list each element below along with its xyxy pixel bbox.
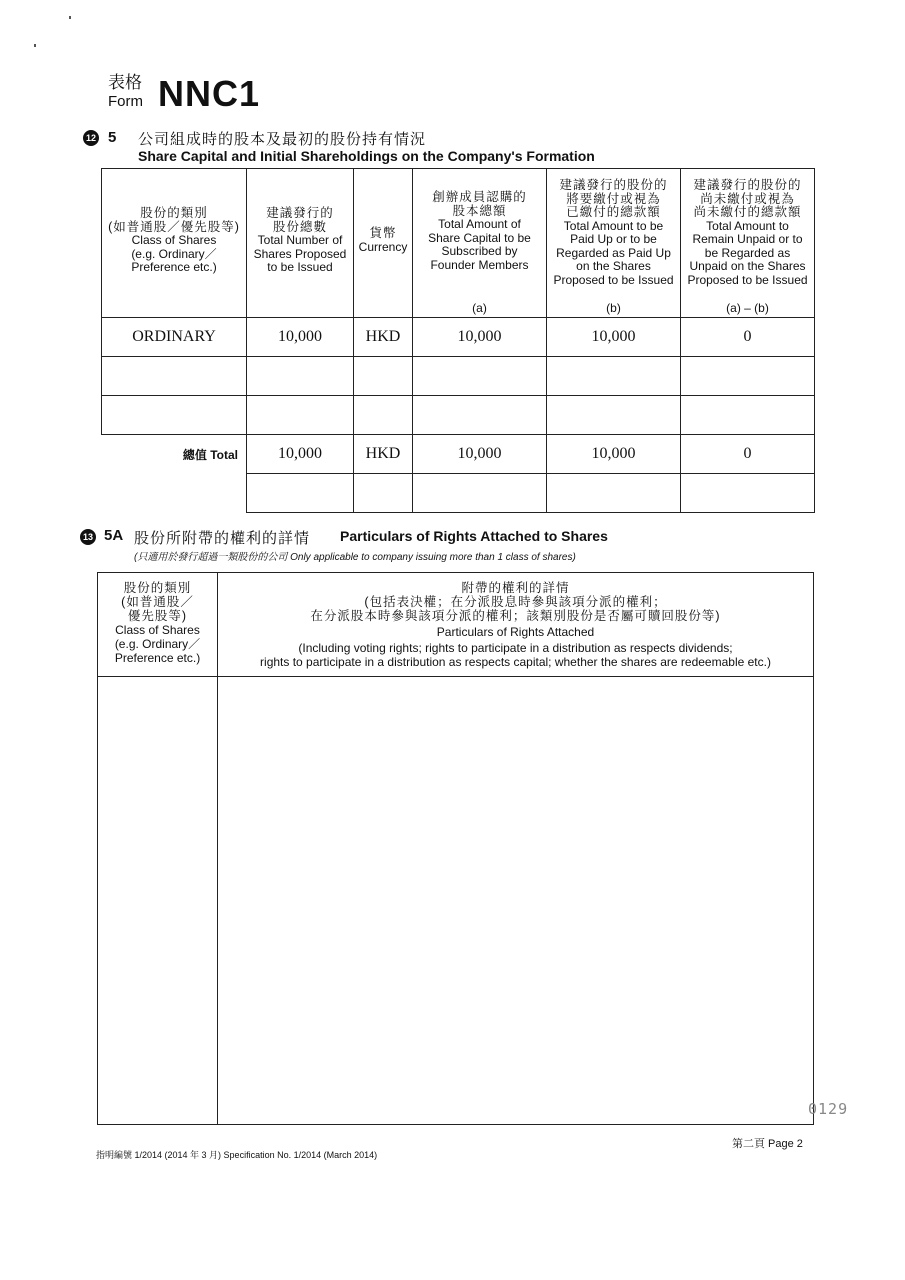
header-class-of-shares xyxy=(102,169,247,318)
section-number: 5A xyxy=(104,527,124,544)
cell-unpaid: 0 xyxy=(681,435,815,474)
applicability-note: (只適用於發行超過一類股份的公司 Only applicable to company issuing more than 1 class of shares) xyxy=(134,552,576,563)
header-particulars xyxy=(218,573,814,677)
section-title-zh: 股份所附帶的權利的詳情 xyxy=(134,530,311,547)
cell-currency: HKD xyxy=(354,318,413,357)
header-zh: 建議發行的 股份總數 xyxy=(266,206,334,234)
table-row xyxy=(102,396,815,435)
total-row-extra xyxy=(102,474,815,513)
cell-paid-up: 10,000 xyxy=(547,318,681,357)
header-zh: 建議發行的股份的 尚未繳付或視為 尚未繳付的總款額 xyxy=(693,178,802,219)
header-class-of-shares xyxy=(98,573,218,677)
section-marker-13: 13 xyxy=(80,529,96,545)
table-row xyxy=(102,318,815,357)
header-sub: (a) xyxy=(472,300,487,315)
cell-class xyxy=(98,677,218,1125)
cell-unpaid xyxy=(681,396,815,435)
cell-total-number xyxy=(247,357,354,396)
header-unpaid xyxy=(681,169,815,318)
cell-paid-up: 10,000 xyxy=(547,435,681,474)
specification-number: 指明編號 1/2014 (2014 年 3 月) Specification No. 1/2014 (March 2014) xyxy=(96,1150,378,1160)
header-en-title: Particulars of Rights Attached xyxy=(436,625,595,639)
total-label: 總值 Total xyxy=(102,435,247,474)
total-row xyxy=(102,435,815,474)
scan-speck xyxy=(69,16,71,19)
header-en: Total Amount to Remain Unpaid or to be Regarded as Unpaid on the Shares Proposed to be Issued xyxy=(687,218,808,287)
blank-cell xyxy=(102,474,247,513)
cell-subscribed xyxy=(413,357,547,396)
cell-currency xyxy=(354,357,413,396)
header-sub: (a) – (b) xyxy=(726,300,769,315)
cell-currency xyxy=(354,474,413,513)
share-capital-table xyxy=(101,168,815,513)
header-sub: (b) xyxy=(606,300,621,315)
header-zh: 股份的類別 (如普通股／ 優先股等) xyxy=(121,581,194,623)
section-marker-12: 12 xyxy=(83,130,99,146)
cell-unpaid xyxy=(681,474,815,513)
header-en: Total Amount to be Paid Up or to be Regarded as Paid Up on the Shares Proposed to be Issued xyxy=(553,218,674,287)
cell-class xyxy=(102,357,247,396)
cell-paid-up xyxy=(547,357,681,396)
header-en: Total Number of Shares Proposed to be Issued xyxy=(253,233,347,274)
header-paid-up xyxy=(547,169,681,318)
cell-subscribed: 10,000 xyxy=(413,318,547,357)
form-label-zh: 表格 xyxy=(108,73,142,92)
cell-total-number: 10,000 xyxy=(247,318,354,357)
cell-particulars xyxy=(218,677,814,1125)
page-number: 第二頁 Page 2 xyxy=(732,1138,803,1150)
header-en-detail: (Including voting rights; rights to participate in a distribution as respects dividends; rights to participate in a distribution as respects capital; whether the shares are redeemable etc.) xyxy=(260,641,771,669)
table-row xyxy=(98,677,814,1125)
rights-table xyxy=(97,572,814,1125)
cell-currency xyxy=(354,396,413,435)
table-header-row xyxy=(102,169,815,318)
cell-subscribed xyxy=(413,396,547,435)
header-zh: 股份的類別 (如普通股／優先股等) xyxy=(108,206,240,234)
header-zh-title: 附帶的權利的詳情 xyxy=(461,581,570,595)
cell-total-number: 10,000 xyxy=(247,435,354,474)
header-currency xyxy=(354,169,413,318)
cell-paid-up xyxy=(547,396,681,435)
section-number: 5 xyxy=(108,129,117,146)
page-stamp: 0129 xyxy=(808,1100,849,1118)
header-en: Currency xyxy=(358,239,408,254)
table-header-row xyxy=(98,573,814,677)
cell-unpaid: 0 xyxy=(681,318,815,357)
header-total-number xyxy=(247,169,354,318)
section-title-zh: 公司組成時的股本及最初的股份持有情況 xyxy=(138,131,427,148)
cell-unpaid xyxy=(681,357,815,396)
header-zh: 創辦成員認購的 股本總額 xyxy=(432,190,527,218)
header-zh: 建議發行的股份的 將要繳付或視為 已繳付的總款額 xyxy=(559,178,668,219)
form-label-en: Form xyxy=(108,93,143,110)
cell-class xyxy=(102,396,247,435)
section-title-en: Share Capital and Initial Shareholdings on the Company's Formation xyxy=(138,148,595,164)
cell-subscribed xyxy=(413,474,547,513)
header-subscribed xyxy=(413,169,547,318)
cell-paid-up xyxy=(547,474,681,513)
header-en: Class of Shares (e.g. Ordinary／ Preference etc.) xyxy=(131,233,217,274)
form-code: NNC1 xyxy=(158,73,261,114)
cell-subscribed: 10,000 xyxy=(413,435,547,474)
header-en: Class of Shares (e.g. Ordinary／ Preference etc.) xyxy=(114,623,201,665)
cell-total-number xyxy=(247,396,354,435)
section-title-en: Particulars of Rights Attached to Shares xyxy=(340,528,608,544)
cell-class: ORDINARY xyxy=(102,318,247,357)
cell-currency: HKD xyxy=(354,435,413,474)
table-row xyxy=(102,357,815,396)
header-zh-detail: (包括表決權；在分派股息時參與該項分派的權利； 在分派股本時參與該項分派的權利；該類別股份是否屬可贖回股份等) xyxy=(310,595,721,623)
scan-speck xyxy=(34,44,36,47)
header-zh: 貨幣 xyxy=(369,226,397,240)
cell-total-number xyxy=(247,474,354,513)
header-en: Total Amount of Share Capital to be Subscribed by Founder Members xyxy=(428,217,531,272)
